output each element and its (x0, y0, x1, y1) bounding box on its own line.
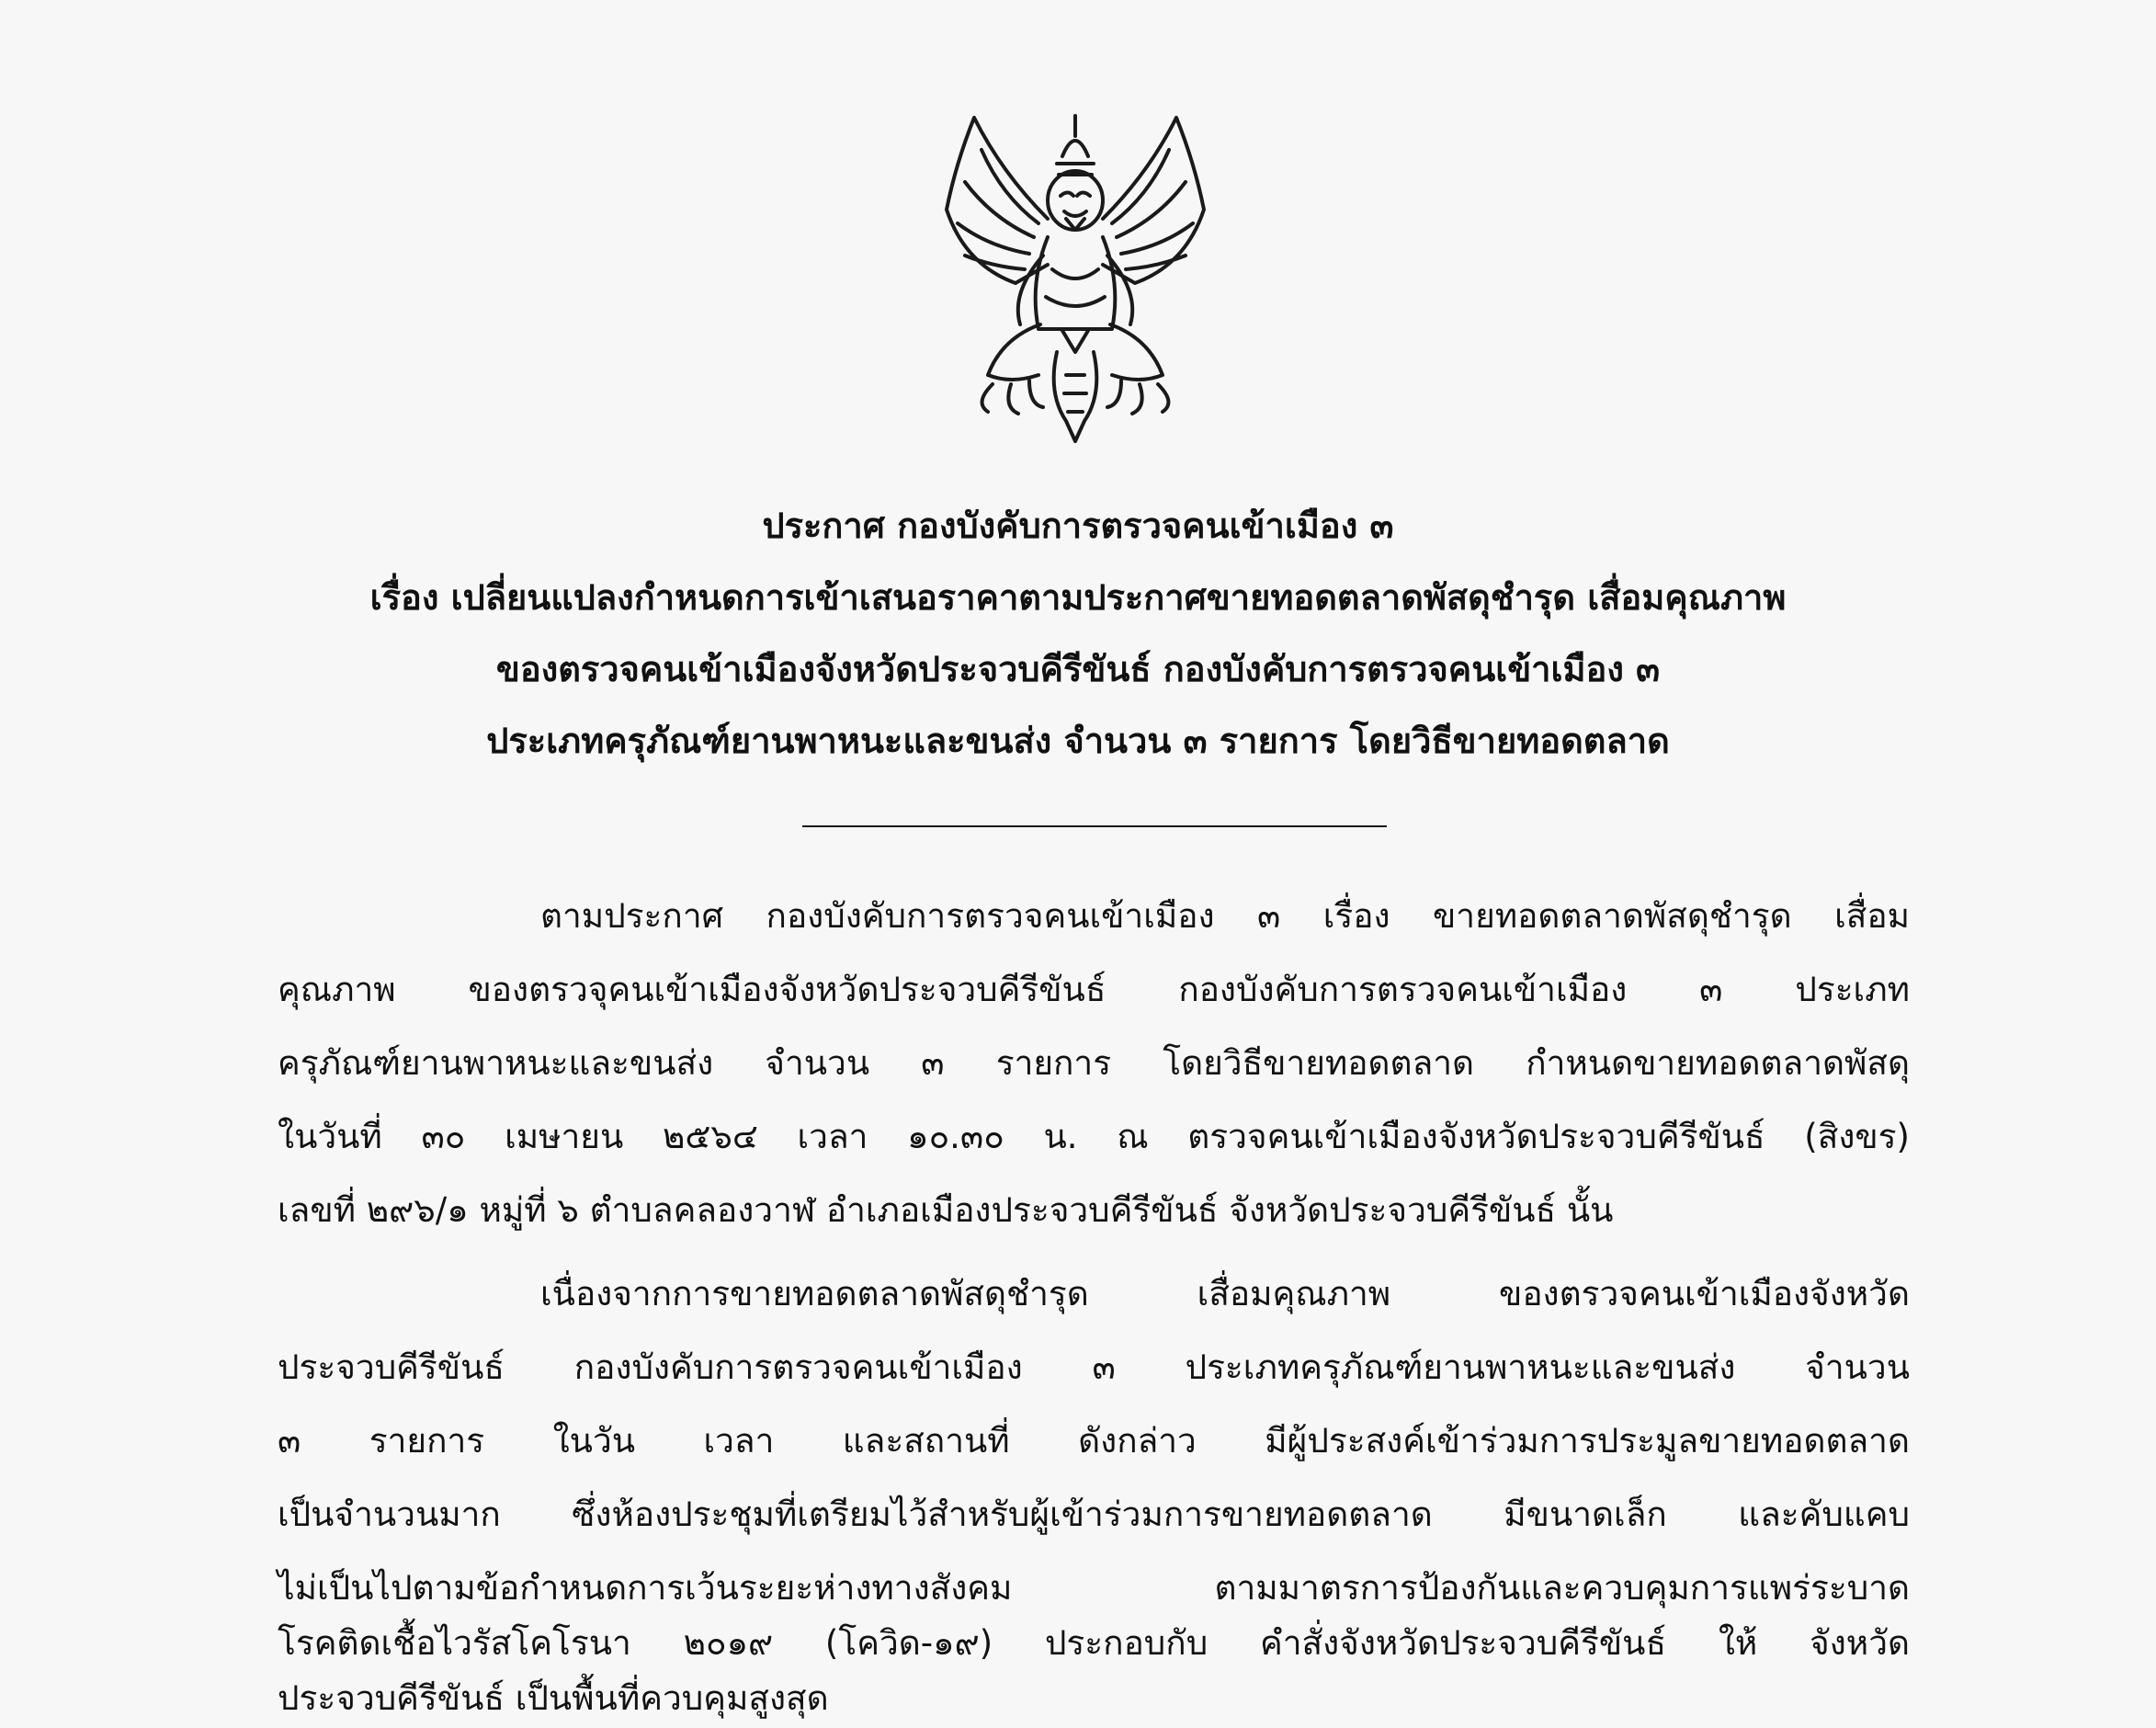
header-divider (802, 825, 1387, 827)
announcement-title: ประกาศ กองบังคับการตรวจคนเข้าเมือง ๓ (762, 506, 1394, 546)
paragraph-1-line-1: ตามประกาศ กองบังคับการตรวจคนเข้าเมือง ๓ เรื่อง ขายทอดตลาดพัสดุชำรุด เสื่อม (540, 896, 1910, 936)
paragraph-2-line-4: เป็นจำนวนมาก ซึ่งห้องประชุมที่เตรียมไว้สำหรับผู้เข้าร่วมการขายทอดตลาด มีขนาดเล็ก และคับแคบ (278, 1495, 1910, 1534)
paragraph-1-line-3: ครุภัณฑ์ยานพาหนะและขนส่ง จำนวน ๓ รายการ โดยวิธีขายทอดตลาด กำหนดขายทอดตลาดพัสดุ (278, 1043, 1910, 1083)
paragraph-1-line-2: คุณภาพ ของตรวจุคนเข้าเมืองจังหวัดประจวบคีรีขันธ์ กองบังคับการตรวจคนเข้าเมือง ๓ ประเภท (278, 970, 1910, 1009)
paragraph-2-line-3: ๓ รายการ ในวัน เวลา และสถานที่ ดังกล่าว มีผู้ประสงค์เข้าร่วมการประมูลขายทอดตลาด (278, 1421, 1910, 1461)
paragraph-1-line-4: ในวันที่ ๓๐ เมษายน ๒๕๖๔ เวลา ๑๐.๓๐ น. ณ ตรวจคนเข้าเมืองจังหวัดประจวบคีรีขันธ์ (สิงขร) (278, 1117, 1910, 1156)
paragraph-2-line-2: ประจวบคีรีขันธ์ กองบังคับการตรวจคนเข้าเมือง ๓ ประเภทครุภัณฑ์ยานพาหนะและขนส่ง จำนวน (278, 1347, 1910, 1387)
paragraph-2-line-1: เนื่องจากการขายทอดตลาดพัสดุชำรุด เสื่อมคุณภาพ ของตรวจคนเข้าเมืองจังหวัด (540, 1274, 1910, 1313)
paragraph-2-line-5: ไม่เป็นไปตามข้อกำหนดการเว้นระยะห่างทางสังคม ตามมาตรการป้องกันและควบคุมการแพร่ระบาด (278, 1568, 1910, 1608)
subject-line-2: ของตรวจคนเข้าเมืองจังหวัดประจวบคีรีขันธ์ กองบังคับการตรวจคนเข้าเมือง ๓ (495, 649, 1661, 689)
paragraph-1-line-5: เลขที่ ๒๙๖/๑ หมู่ที่ ๖ ตำบลคลองวาฬ อำเภอเมืองประจวบคีรีขันธ์ จังหวัดประจวบคีรีขันธ์ นั้น (278, 1190, 1614, 1230)
garuda-emblem-icon (937, 108, 1213, 449)
paragraph-2-line-7: ประจวบคีรีขันธ์ เป็นพื้นที่ควบคุมสูงสุด (278, 1678, 829, 1718)
paragraph-2-line-6: โรคติดเชื้อไวรัสโคโรนา ๒๐๑๙ (โควิด-๑๙) ประกอบกับ คำสั่งจังหวัดประจวบคีรีขันธ์ ให้ จังหวัด (278, 1623, 1910, 1663)
subject-line-3: ประเภทครุภัณฑ์ยานพาหนะและขนส่ง จำนวน ๓ รายการ โดยวิธีขายทอดตลาด (486, 721, 1670, 761)
subject-line-1: เรื่อง เปลี่ยนแปลงกำหนดการเข้าเสนอราคาตามประกาศขายทอดตลาดพัสดุชำรุด เสื่อมคุณภาพ (369, 577, 1787, 618)
